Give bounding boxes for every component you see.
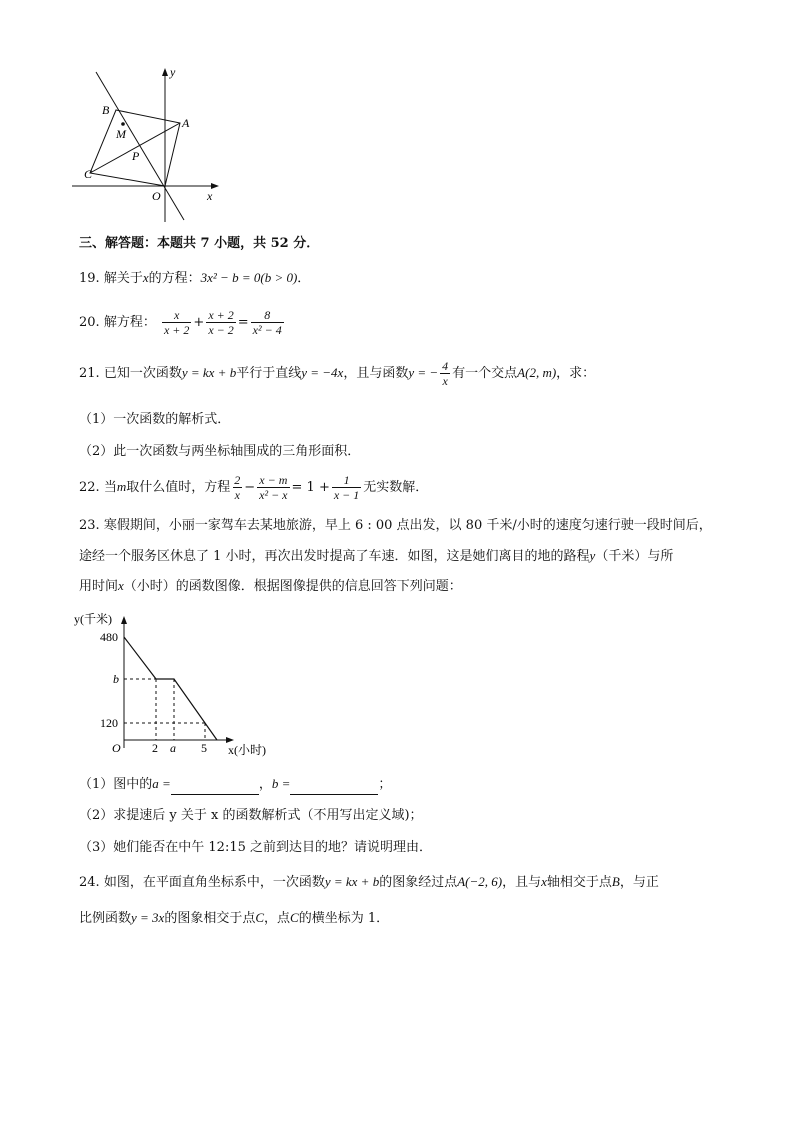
fraction: $\frac{x + 2}{x - 2}$ — [208, 308, 234, 337]
question-23-line-3: 用时间x（小时）的函数图像．根据图像提供的信息回答下列问题： — [79, 578, 462, 594]
point-M — [121, 122, 125, 126]
xtick-2: 2 — [152, 741, 158, 755]
question-21: 21. 已知一次函数y = kx + b平行于直线y = −4x，且与函数y = − $\frac{4}{x}$ 有一个交点A(2, m)，求： — [79, 359, 596, 388]
question-24-line-2: 比例函数y = 3x的图象相交于点C，点C的横坐标为 1． — [79, 910, 390, 926]
section-heading: 三、解答题：本题共 7 小题，共 52 分． — [79, 236, 320, 251]
question-22: 22. 当m取什么值时，方程 $\frac{2}{x}$ − $\frac{x - m}{\text{x² − x}}$ = 1 + $\frac{1}{x - 1}$ 无实数解． — [79, 473, 429, 502]
question-23-part-1: （1）图中的a = ，b = ； — [79, 774, 391, 795]
answer-blank-a[interactable] — [171, 780, 259, 795]
geometry-figure — [66, 62, 226, 227]
label-C: C — [84, 167, 93, 181]
question-23-part-3: （3）她们能否在中午 12:15 之前到达目的地？请说明理由． — [79, 840, 432, 855]
fraction: $\frac{2}{x}$ — [234, 473, 241, 502]
fraction: $\frac{4}{x}$ — [442, 359, 449, 388]
label-B: B — [102, 103, 110, 117]
label-O: O — [152, 189, 161, 203]
label-y: y — [170, 65, 176, 79]
label-x: x — [207, 189, 213, 203]
question-21-part-2: （2）此一次函数与两坐标轴围成的三角形面积． — [79, 444, 361, 459]
xtick-5: 5 — [201, 741, 207, 755]
answer-blank-b[interactable] — [290, 780, 378, 795]
y-axis-arrow — [121, 616, 127, 624]
question-20: 20. 解方程： $\frac{x}{x + 2}$ + $\frac{x + 2}{x - 2}$ = $\frac{8}{\text{x² − 4}}$ — [79, 308, 282, 337]
question-23-part-2: （2）求提速后 y 关于 x 的函数解析式（不用写出定义域)； — [79, 808, 423, 823]
fraction: $\frac{8}{\text{x² − 4}}$ — [252, 308, 282, 337]
question-24-line-1: 24. 如图，在平面直角坐标系中，一次函数y = kx + b的图象经过点A(−2, 6)，且与x轴相交于点B，与正 — [79, 874, 659, 890]
label-M: M — [116, 127, 126, 141]
diagonal-BO — [96, 72, 184, 220]
ytick-b: b — [113, 672, 119, 686]
origin-label: O — [112, 741, 121, 755]
graph-line — [124, 637, 217, 740]
label-A: A — [182, 116, 190, 130]
question-23-line-1: 23. 寒假期间，小丽一家驾车去某地旅游，早上 6 : 00 点出发，以 80 千米/小时的速度匀速行驶一段时间后， — [79, 518, 712, 533]
ytick-480: 480 — [100, 630, 118, 644]
label-P: P — [132, 149, 140, 163]
ytick-120: 120 — [100, 716, 118, 730]
fraction: $\frac{x - m}{\text{x² − x}}$ — [259, 473, 288, 502]
xtick-a: a — [170, 741, 176, 755]
y-axis-label: y(千米) — [74, 612, 112, 626]
diagonal-CA — [90, 123, 180, 173]
question-21-part-1: （1）一次函数的解析式． — [79, 412, 231, 427]
question-19: 19. 解关于x的方程：3x² − b = 0(b > 0)． — [79, 270, 311, 286]
fraction: $\frac{1}{x - 1}$ — [333, 473, 360, 502]
question-23-line-2: 途经一个服务区休息了 1 小时，再次出发时提高了车速．如图，这是她们离目的地的路程y（千米）与所 — [79, 548, 674, 564]
fraction: $\frac{x}{x + 2}$ — [163, 308, 190, 337]
x-axis-label: x(小时) — [228, 743, 266, 757]
y-axis-arrow — [162, 68, 168, 76]
distance-time-graph — [70, 604, 290, 764]
